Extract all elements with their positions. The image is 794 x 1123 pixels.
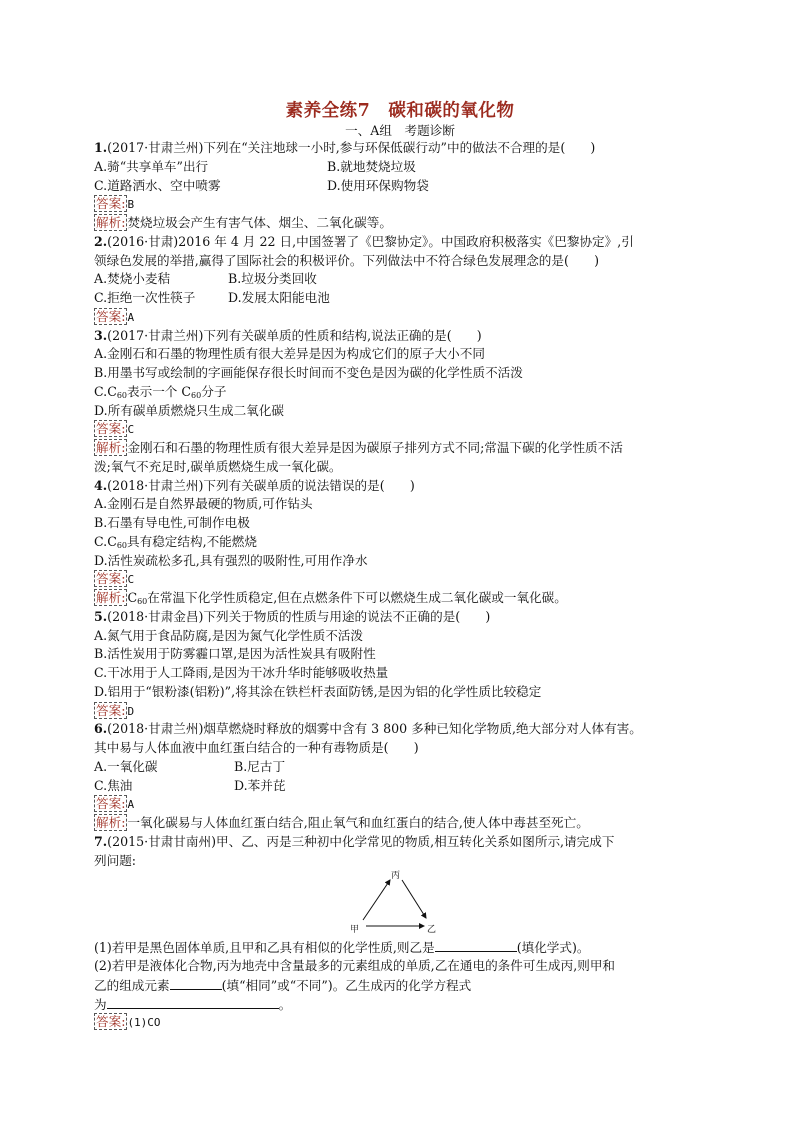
q1-stem: 1.(2017·甘肃兰州)下列在“关注地球一小时,参与环保低碳行动”中的做法不合理的是( )	[94, 140, 596, 155]
analysis-tag: 解析:	[96, 590, 126, 605]
q3-option-c: $C.C_{60}$表示一个 $C_{60}$分子	[94, 383, 227, 400]
analysis-tag: 解析:	[96, 215, 126, 230]
q1-analysis: 解析: 焚烧垃圾会产生有害气体、烟尘、二氧化碳等。	[96, 215, 392, 230]
q7-part2-line3: 为 。	[94, 996, 292, 1012]
q7-part1: (1)若甲是黑色固体单质,且甲和乙具有相似的化学性质,则乙是 (填化学式)。	[94, 940, 590, 956]
q1-number: 1.	[94, 140, 108, 155]
answer-tag: 答案:	[96, 1014, 126, 1030]
q7-stem-line2: 列问题:	[94, 852, 137, 868]
q2-stem-line1: 2.(2016·甘肃)2016 年 4 月 22 日,中国签署了《巴黎协定》。中国政府积极落实《巴黎协定》,引	[94, 233, 634, 249]
q2-option-a: A.焚烧小麦秸	[94, 271, 171, 287]
q2-number: 2.	[94, 233, 108, 249]
q3-answer: 答案: C	[96, 421, 135, 437]
q7-blank-1[interactable]	[435, 938, 517, 952]
q5-option-a: A.氮气用于食品防腐,是因为氮气化学性质不活泼	[94, 627, 363, 643]
q3-option-a: A.金刚石和石墨的物理性质有很大差异是因为构成它们的原子大小不同	[94, 346, 485, 362]
q3-analysis-line2: 泼;氧气不充足时,碳单质燃烧生成一氧化碳。	[94, 458, 342, 474]
q4-analysis: 解析: $C_{60}$在常温下化学性质稳定,但在点燃条件下可以燃烧生成二氧化碳或一氧化碳。	[96, 590, 567, 606]
diagram-label-yi: 乙	[427, 925, 437, 936]
q6-stem-line1: 6.(2018·甘肃兰州)烟草燃烧时释放的烟雾中含有 3 800 多种已知化学物质,绝大部分对人体有害。	[94, 721, 642, 737]
q2-option-d: D.发展太阳能电池	[228, 290, 330, 305]
q1-option-d: D.使用环保购物袋	[327, 177, 429, 193]
q2-answer: 答案: A	[96, 308, 135, 324]
conversion-diagram	[94, 870, 706, 936]
q5-number: 5.	[94, 608, 108, 624]
q7-part2-line1: (2)若甲是液体化合物,丙为地壳中含量最多的元素组成的单质,乙在通电的条件可生成丙,则甲和	[94, 958, 616, 973]
q3-option-b: B.用墨书写或绘制的字画能保存很长时间而不变色是因为碳的化学性质不活泼	[94, 365, 523, 380]
answer-tag: 答案:	[96, 571, 126, 587]
q2-options-ab	[94, 270, 706, 289]
q5-answer: 答案: D	[96, 702, 135, 718]
q4-option-d: D.活性炭疏松多孔,具有强烈的吸附性,可用作净水	[94, 552, 368, 568]
q6-option-c: C.焦油	[94, 777, 133, 793]
page-title: 素养全练7 碳和碳的氧化物	[285, 101, 515, 121]
q6-answer: 答案: A	[96, 796, 135, 812]
q2-options-cd	[94, 289, 706, 308]
q3-number: 3.	[94, 327, 108, 343]
q7-blank-2[interactable]	[170, 976, 222, 990]
q7-stem-line1: 7.(2015·甘肃甘南州)甲、乙、丙是三种初中化学常见的物质,相互转化关系如图所示,请完成下	[94, 833, 615, 849]
q4-option-a: A.金刚石是自然界最硬的物质,可作钻头	[94, 496, 313, 512]
q1-option-a: A.骑“共享单车”出行	[94, 158, 209, 174]
q6-options-ab	[94, 758, 706, 777]
section-heading: 一、A组 考题诊断	[345, 123, 455, 138]
q6-options-cd	[94, 777, 706, 796]
diagram-label-jia: 甲	[350, 925, 360, 936]
q2-option-b: B.垃圾分类回收	[228, 271, 317, 287]
answer-tag: 答案:	[96, 196, 126, 212]
q5-option-d: D.铝用于“银粉漆(铝粉)”,将其涂在铁栏杆表面防锈,是因为铝的化学性质比较稳定	[94, 683, 542, 699]
q2-stem-line2: 领绿色发展的举措,赢得了国际社会的积极评价。下列做法中不符合绿色发展理念的是( )	[94, 252, 599, 268]
answer-tag: 答案:	[96, 308, 126, 324]
diagram-label-bing: 丙	[391, 871, 401, 882]
q4-option-b: B.石墨有导电性,可制作电极	[94, 515, 250, 530]
q4-stem: 4.(2018·甘肃兰州)下列有关碳单质的说法错误的是( )	[94, 477, 415, 493]
q6-option-d: D.苯并芘	[234, 777, 286, 793]
answer-tag: 答案:	[96, 796, 126, 812]
q1-answer: 答案: B	[96, 196, 135, 212]
q5-stem: 5.(2018·甘肃金昌)下列关于物质的性质与用途的说法不正确的是( )	[94, 608, 491, 624]
q5-option-c: C.干冰用于人工降雨,是因为干冰升华时能够吸收热量	[94, 665, 389, 680]
q6-option-b: B.尼古丁	[234, 758, 286, 774]
arrow-bing-to-yi	[402, 880, 426, 918]
q3-analysis-line1: 解析: 金刚石和石墨的物理性质有很大差异是因为碳原子排列方式不同;常温下碳的化学性质不活	[96, 440, 623, 455]
q7-part2-line2: 乙的组成元素 (填“相同”或“不同”)。乙生成丙的化学方程式	[94, 977, 472, 993]
q1-options-cd	[94, 177, 706, 196]
q7-number: 7.	[94, 833, 108, 849]
q5-option-b: B.活性炭用于防雾霾口罩,是因为活性炭具有吸附性	[94, 646, 376, 662]
q6-option-a: A.一氧化碳	[94, 758, 158, 774]
q7-blank-3[interactable]	[107, 995, 279, 1009]
q4-number: 4.	[94, 477, 108, 493]
answer-tag: 答案:	[96, 702, 126, 718]
q3-option-d: D.所有碳单质燃烧只生成二氧化碳	[94, 402, 284, 418]
q6-number: 6.	[94, 721, 108, 737]
q1-options-ab	[94, 158, 706, 177]
q2-option-c: C.拒绝一次性筷子	[94, 290, 196, 305]
analysis-tag: 解析:	[96, 815, 126, 830]
arrow-jia-to-bing	[363, 880, 390, 920]
q1-option-c: C.道路洒水、空中喷雾	[94, 177, 221, 193]
analysis-tag: 解析:	[96, 440, 126, 455]
q6-analysis: 解析: 一氧化碳易与人体血红蛋白结合,阻止氧气和血红蛋白的结合,使人体中毒甚至死亡。	[96, 815, 589, 830]
q3-stem: 3.(2017·甘肃兰州)下列有关碳单质的性质和结构,说法正确的是( )	[94, 327, 482, 343]
q4-option-c: $C.C_{60}$具有稳定结构,不能燃烧	[94, 533, 257, 550]
q6-stem-line2: 其中易与人体血液中血红蛋白结合的一种有毒物质是( )	[94, 740, 419, 755]
q1-option-b: B.就地焚烧垃圾	[327, 158, 416, 174]
q7-answer: 答案: (1)CO	[96, 1014, 161, 1030]
worksheet-content	[94, 100, 706, 1032]
answer-tag: 答案:	[96, 421, 126, 437]
q4-answer: 答案: C	[96, 571, 135, 587]
